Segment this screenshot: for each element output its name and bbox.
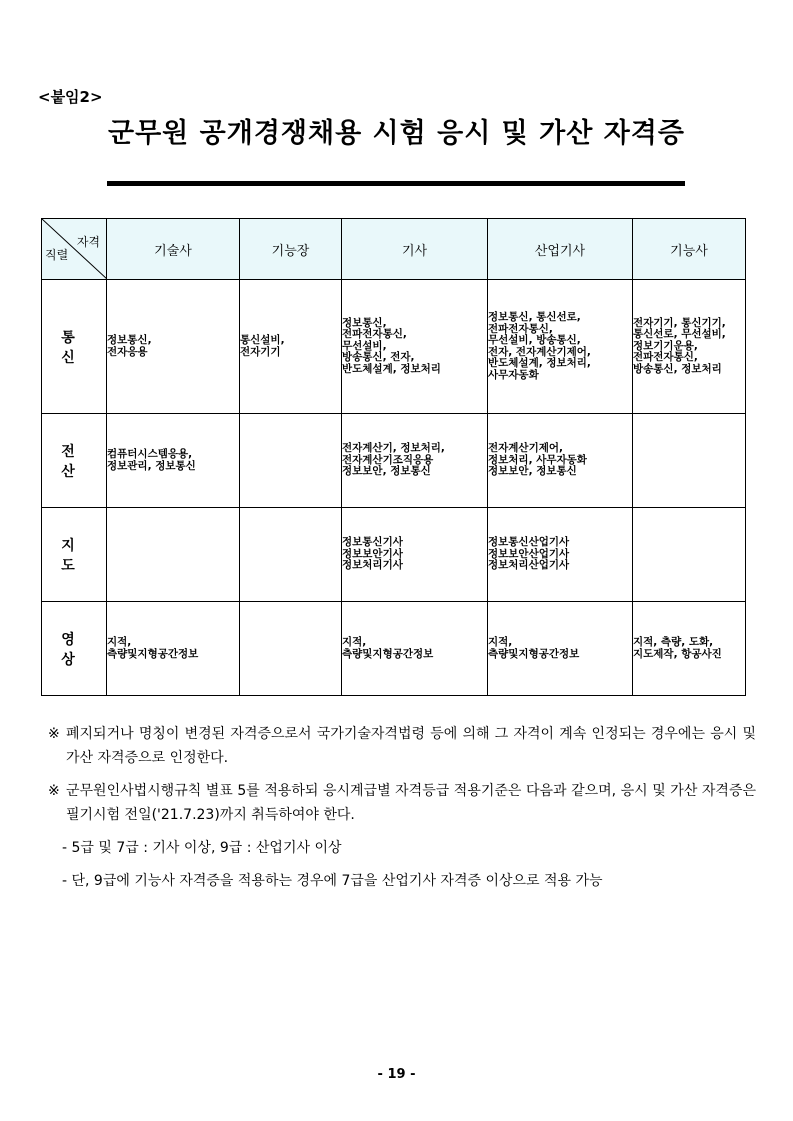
column-header: 기능장 [240, 219, 342, 280]
page-number: - 19 - [377, 1067, 416, 1082]
table-cell: 정보통신, 전자응용 [107, 280, 240, 414]
table-header-row [42, 219, 746, 280]
table-cell [633, 508, 746, 602]
row-header: 지 도 [42, 508, 107, 602]
attachment-label: <붙임2> [38, 88, 103, 106]
note-mark: ※ [48, 726, 60, 742]
table-cell: 지적, 측량및지형공간정보 [342, 602, 488, 696]
table-cell [240, 414, 342, 508]
table-cell: 전자계산기제어, 정보처리, 사무자동화 정보보안, 정보통신 [488, 414, 633, 508]
column-header: 산업기사 [488, 219, 633, 280]
note-item [48, 779, 756, 827]
table-cell: 통신설비, 전자기기 [240, 280, 342, 414]
table-cell [240, 602, 342, 696]
table-row [42, 280, 746, 414]
table-row [42, 508, 746, 602]
table-cell: 지적, 측량, 도화, 지도제작, 항공사진 [633, 602, 746, 696]
column-header: 기술사 [107, 219, 240, 280]
table-cell [633, 414, 746, 508]
table-cell: 지적, 측량및지형공간정보 [488, 602, 633, 696]
note-text: 폐지되거나 명칭이 변경된 자격증으로서 국가기술자격법령 등에 의해 그 자격이 계속 인정되는 경우에는 응시 및 가산 자격증으로 인정한다. [66, 726, 756, 766]
note-sub-item: - 단, 9급에 기능사 자격증을 적용하는 경우에 7급을 산업기사 자격증 이상으로 적용 가능 [62, 873, 603, 889]
column-header: 기사 [342, 219, 488, 280]
table-cell: 전자계산기, 정보처리, 전자계산기조직응용 정보보안, 정보통신 [342, 414, 488, 508]
corner-header-cell [42, 219, 107, 280]
note-text: 군무원인사법시행규칙 별표 5를 적용하되 응시계급별 자격등급 적용기준은 다음과 같으며, 응시 및 가산 자격증은 필기시험 전일('21.7.23)까지 취득하여야 한다. [66, 783, 756, 823]
table-cell: 정보통신, 전파전자통신, 무선설비, 방송통신, 전자, 반도체설계, 정보처리 [342, 280, 488, 414]
row-header: 전 산 [42, 414, 107, 508]
table-cell: 정보통신기사 정보보안기사 정보처리기사 [342, 508, 488, 602]
table-cell [107, 508, 240, 602]
row-header: 영 상 [42, 602, 107, 696]
page-title: 군무원 공개경쟁채용 시험 응시 및 가산 자격증 [108, 118, 685, 149]
title-underline [107, 181, 685, 186]
table-cell: 지적, 측량및지형공간정보 [107, 602, 240, 696]
certificate-table [41, 218, 746, 696]
table-cell: 정보통신산업기사 정보보안산업기사 정보처리산업기사 [488, 508, 633, 602]
corner-label-qualification: 자격 [76, 235, 100, 249]
column-header: 기능사 [633, 219, 746, 280]
table-cell [240, 508, 342, 602]
table-row [42, 414, 746, 508]
table-cell: 전자기기, 통신기기, 통신선로, 무선설비, 정보기기운용, 전파전자통신, 방송통신, 정보처리 [633, 280, 746, 414]
notes-section [48, 722, 756, 902]
table-cell: 컴퓨터시스템응용, 정보관리, 정보통신 [107, 414, 240, 508]
row-header: 통 신 [42, 280, 107, 414]
table-cell: 정보통신, 통신선로, 전파전자통신, 무선설비, 방송통신, 전자, 전자계산기제어, 반도체설계, 정보처리, 사무자동화 [488, 280, 633, 414]
note-item [48, 722, 756, 770]
table-row [42, 602, 746, 696]
corner-label-series: 직렬 [45, 248, 69, 262]
note-mark: ※ [48, 783, 60, 799]
note-sub-item: - 5급 및 7급 : 기사 이상, 9급 : 산업기사 이상 [62, 840, 342, 856]
